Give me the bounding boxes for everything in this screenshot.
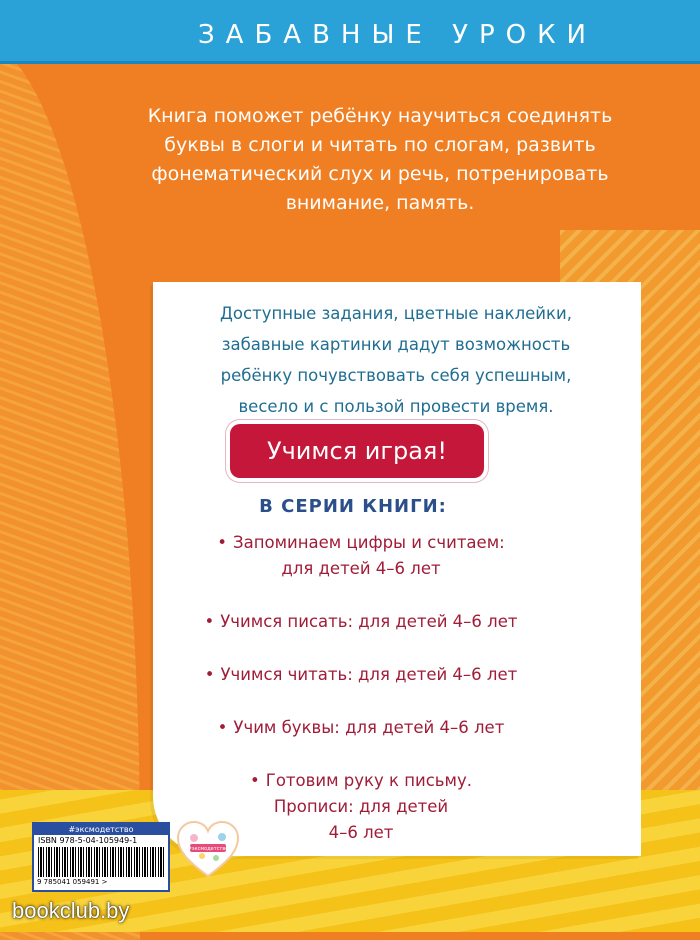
heart-logo-icon [176, 820, 240, 880]
bullet-icon: • [250, 771, 260, 790]
barcode-digits: 9 785041 059491 > [37, 878, 108, 886]
intro-line: фонематический слух и речь, потренировать [151, 163, 609, 185]
watermark-text: bookclub.by [12, 898, 130, 923]
card-line: весело и с пользой провести время. [238, 397, 554, 416]
card-line: забавные картинки дадут возможность [221, 335, 571, 354]
bullet-icon: • [204, 665, 215, 684]
list-item: • Готовим руку к письму. Прописи: для детей 4–6 лет [250, 771, 472, 842]
intro-line: Книга поможет ребёнку научиться соединять [147, 105, 613, 127]
card-line: ребёнку почувствовать себя успешным, [220, 366, 572, 385]
barcode-icon [38, 847, 164, 877]
isbn-text: ISBN 978-5-04-105949-1 [38, 836, 138, 845]
card-description [171, 298, 621, 422]
list-item: • Учим буквы: для детей 4–6 лет [217, 718, 505, 737]
list-item: • Запоминаем цифры и считаем: для детей 4–6 лет [217, 533, 505, 578]
bullet-icon: • [204, 612, 215, 631]
slogan-badge: Учимся играя! [230, 424, 484, 478]
heart-label: #эксмодетство [187, 846, 229, 852]
card-line: Доступные задания, цветные наклейки, [220, 304, 572, 323]
bullet-icon: • [217, 533, 228, 552]
intro-line: буквы в слоги и читать по слогам, развить [164, 134, 596, 156]
series-title: ЗАБАВНЫЕ УРОКИ [198, 20, 597, 50]
intro-text [120, 102, 640, 218]
barcode-label [32, 822, 170, 892]
series-list-title: В СЕРИИ КНИГИ: [259, 496, 447, 517]
info-card [153, 282, 641, 856]
series-header-bar [0, 0, 700, 64]
publisher-tag: #эксмодетство [34, 824, 168, 835]
intro-line: внимание, память. [285, 192, 475, 214]
bullet-icon: • [217, 718, 228, 737]
list-item: • Учимся читать: для детей 4–6 лет [204, 665, 518, 684]
list-item: • Учимся писать: для детей 4–6 лет [204, 612, 518, 631]
